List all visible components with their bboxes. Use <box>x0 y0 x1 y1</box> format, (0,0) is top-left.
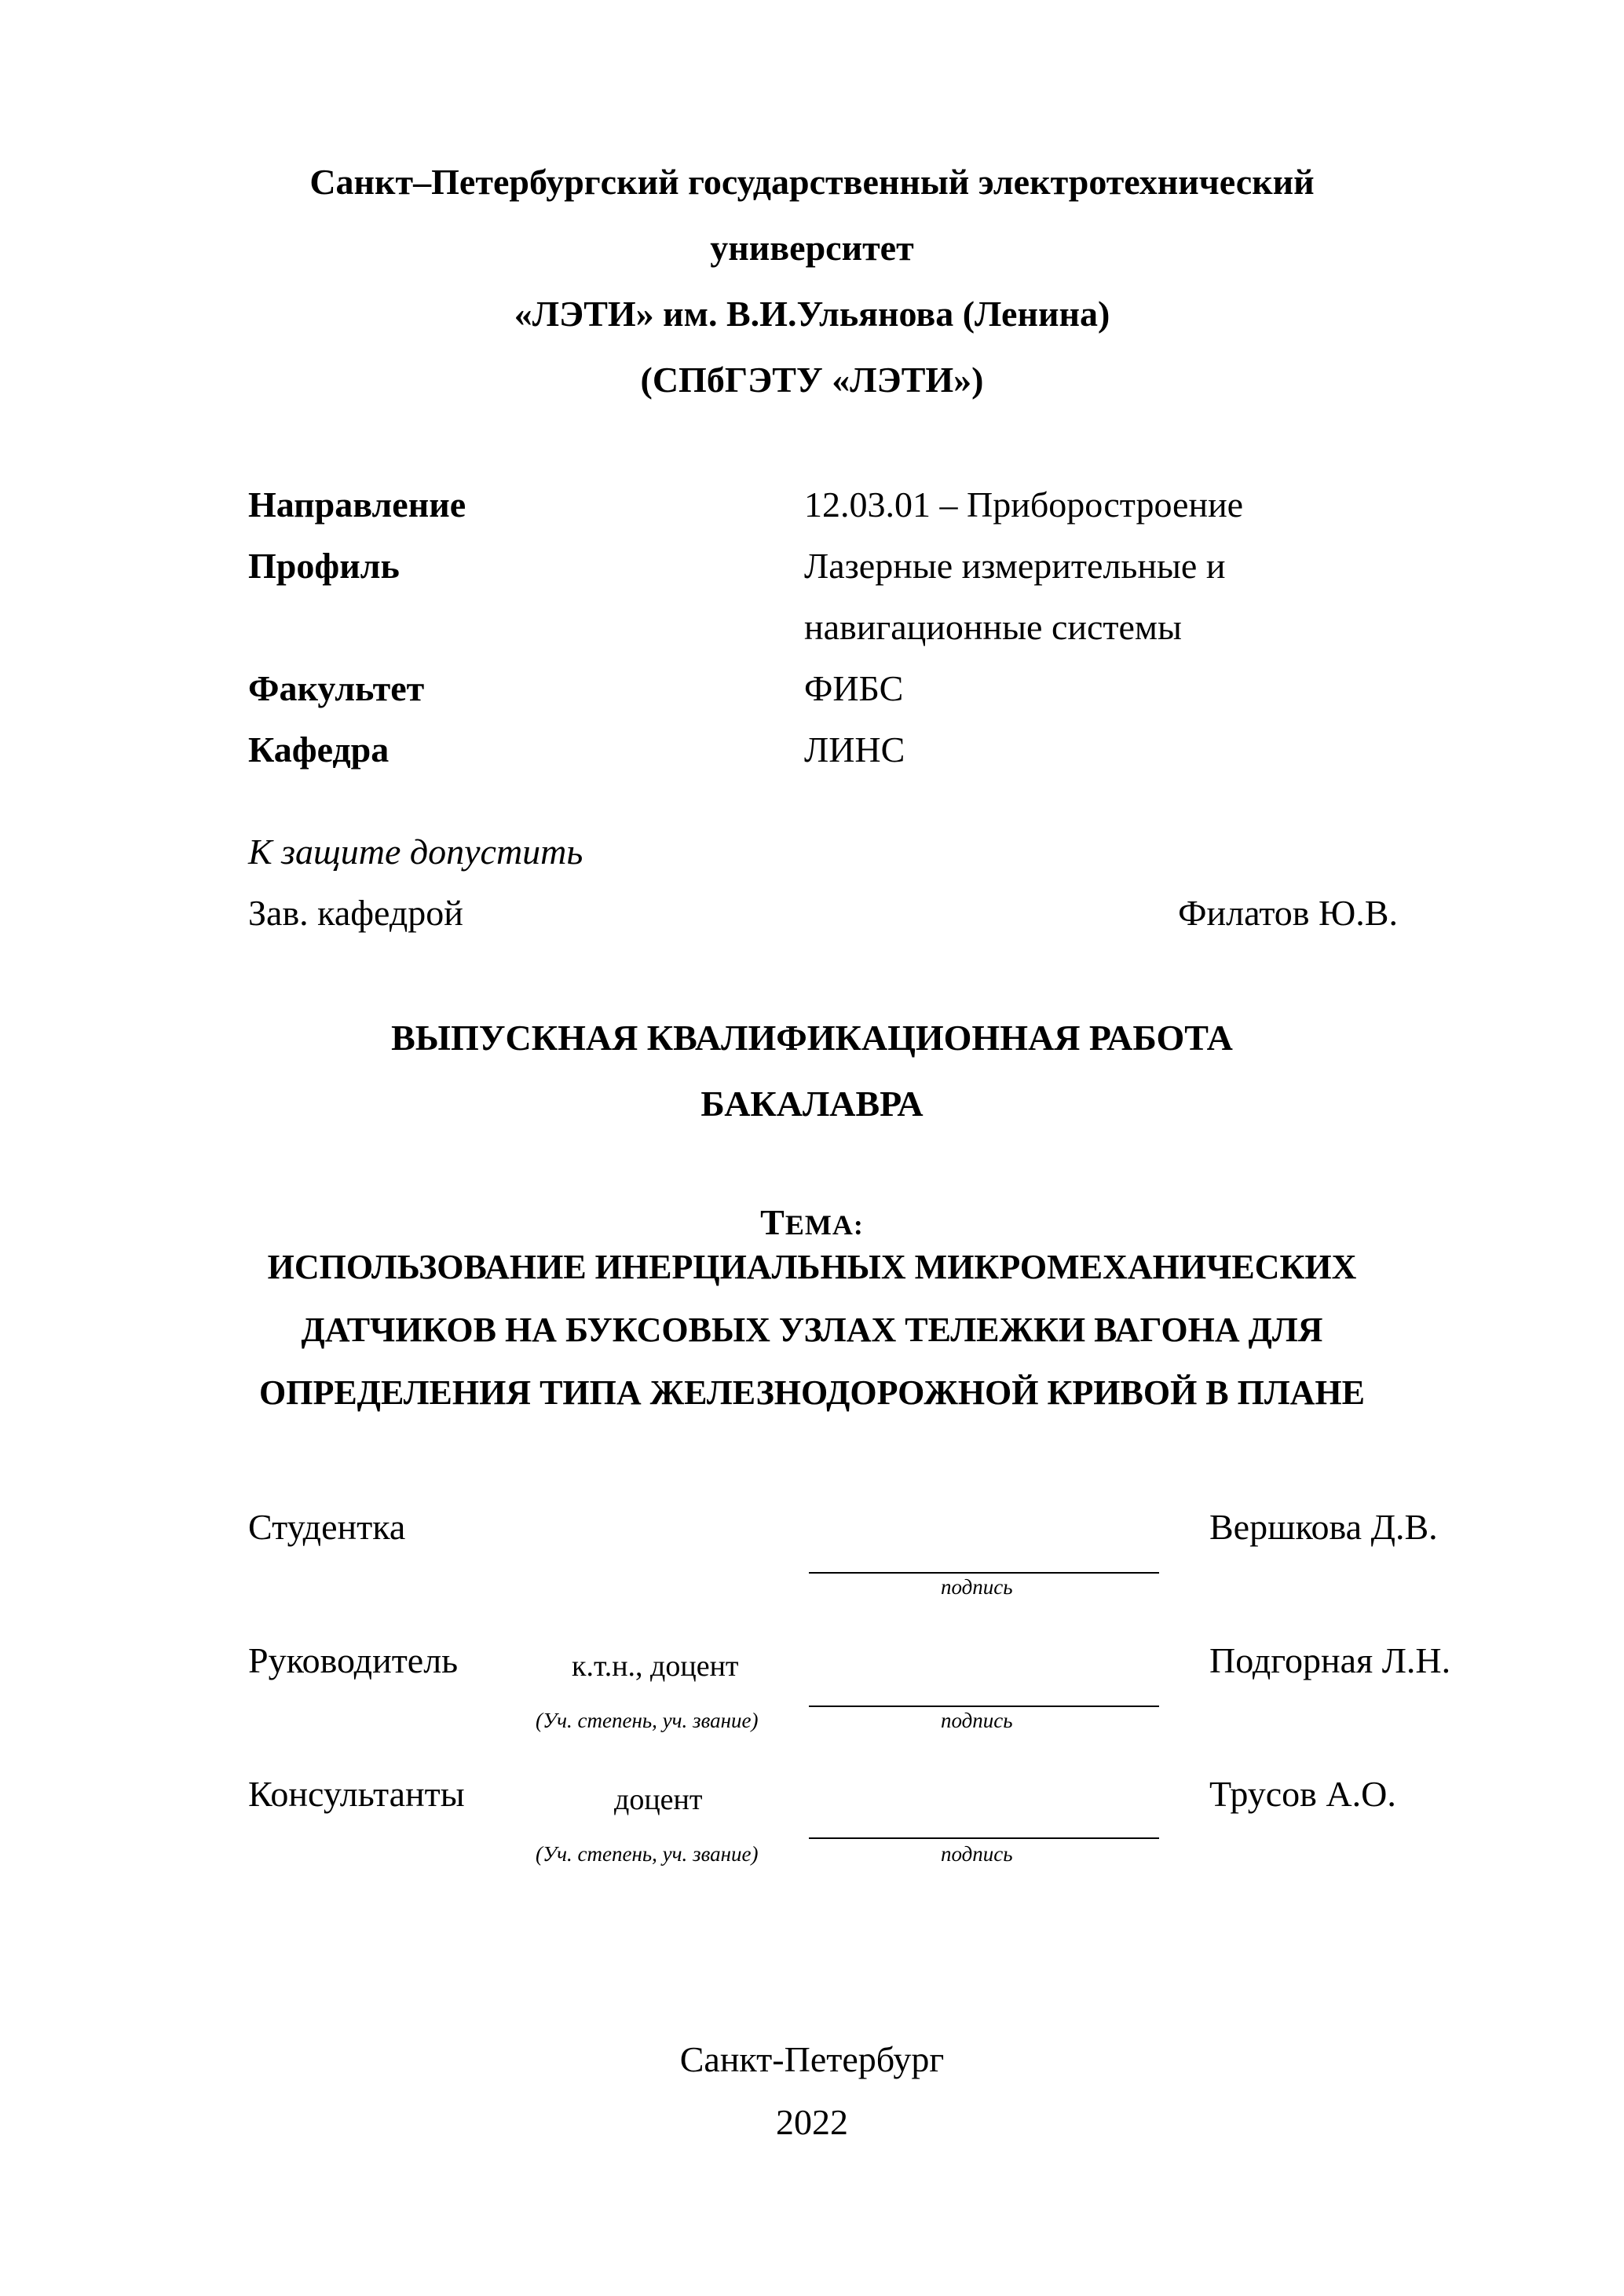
work-title-line-2: БАКАЛАВРА <box>700 1084 924 1124</box>
university-name-line-1: Санкт–Петербургский государственный электротехнический <box>309 162 1315 202</box>
direction-value: 12.03.01 – Приборостроение <box>804 484 1244 525</box>
department-value: ЛИНС <box>804 729 905 770</box>
topic-label-rest: ЕМА: <box>785 1209 864 1241</box>
direction-label: Направление <box>248 484 466 525</box>
supervisor-role: Руководитель <box>248 1640 459 1680</box>
footer-city: Санкт-Петербург <box>679 2039 945 2079</box>
profile-label: Профиль <box>248 546 400 586</box>
consultant-degree: доцент <box>614 1783 703 1816</box>
faculty-value: ФИБС <box>804 668 904 708</box>
student-signature-caption: подпись <box>941 1575 1013 1599</box>
admission-statement: К защите допустить <box>248 832 583 872</box>
department-head-label: Зав. кафедрой <box>248 893 463 933</box>
faculty-label: Факультет <box>248 668 425 708</box>
supervisor-degree-caption: (Уч. степень, уч. звание) <box>536 1709 759 1732</box>
consultant-name: Трусов А.О. <box>1209 1774 1396 1814</box>
topic-line-2: ДАТЧИКОВ НА БУКСОВЫХ УЗЛАХ ТЕЛЕЖКИ ВАГОНА ДЛЯ <box>301 1311 1323 1349</box>
consultant-signature-caption: подпись <box>941 1842 1013 1866</box>
topic-label-initial: Т <box>760 1202 785 1242</box>
topic-line-3: ОПРЕДЕЛЕНИЯ ТИПА ЖЕЛЕЗНОДОРОЖНОЙ КРИВОЙ В ПЛАНЕ <box>259 1373 1365 1412</box>
work-title-line-1: ВЫПУСКНАЯ КВАЛИФИКАЦИОННАЯ РАБОТА <box>391 1018 1233 1058</box>
profile-value-line-2: навигационные системы <box>804 607 1182 647</box>
supervisor-degree: к.т.н., доцент <box>572 1650 739 1683</box>
student-name: Вершкова Д.В. <box>1209 1507 1438 1547</box>
supervisor-name: Подгорная Л.Н. <box>1209 1640 1451 1680</box>
supervisor-signature-caption: подпись <box>941 1709 1013 1732</box>
university-name-line-2: университет <box>710 228 914 268</box>
footer-year: 2022 <box>776 2102 848 2142</box>
student-role: Студентка <box>248 1507 406 1547</box>
supervisor-signature-line <box>809 1706 1159 1707</box>
department-label: Кафедра <box>248 729 390 770</box>
consultant-degree-caption: (Уч. степень, уч. звание) <box>536 1842 759 1866</box>
consultant-signature-line <box>809 1837 1159 1839</box>
university-name-line-3: «ЛЭТИ» им. В.И.Ульянова (Ленина) <box>514 294 1110 334</box>
university-abbreviation: (СПбГЭТУ «ЛЭТИ») <box>640 360 984 400</box>
profile-value-line-1: Лазерные измерительные и <box>804 546 1226 586</box>
consultant-role: Консультанты <box>248 1774 465 1814</box>
department-head-name: Филатов Ю.В. <box>1178 893 1398 933</box>
topic-line-1: ИСПОЛЬЗОВАНИЕ ИНЕРЦИАЛЬНЫХ МИКРОМЕХАНИЧЕСКИХ <box>267 1248 1357 1286</box>
student-signature-line <box>809 1572 1159 1574</box>
